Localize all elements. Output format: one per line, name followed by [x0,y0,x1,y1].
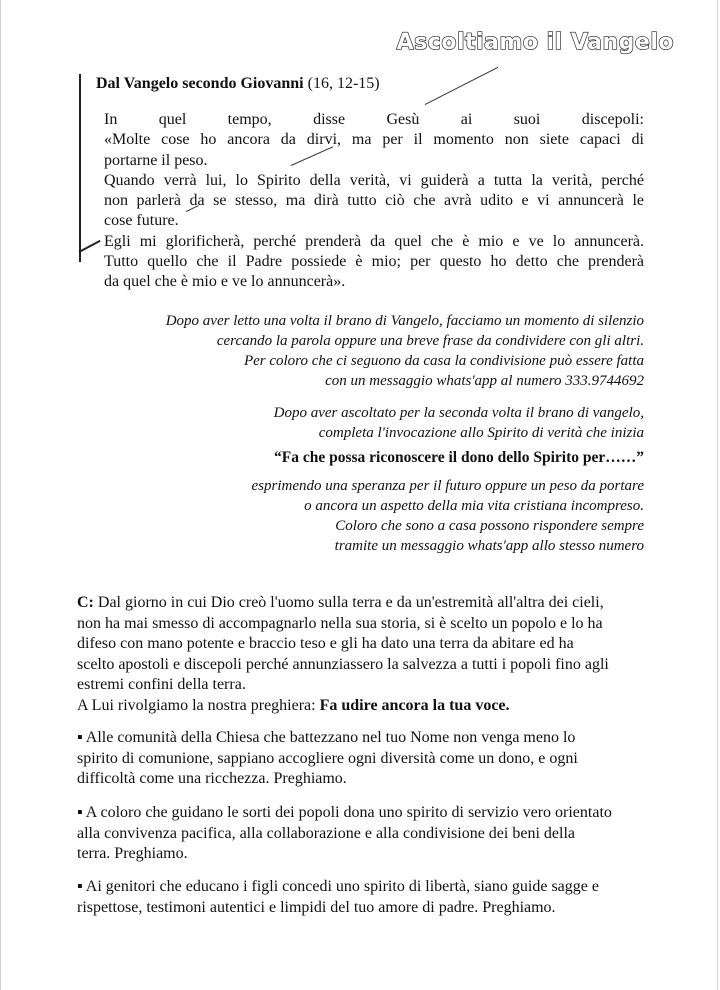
intention-item [77,728,677,790]
page-edge [717,0,718,990]
prayer-line: estremi confini della terra. [77,676,246,693]
page-title: Ascoltiamo il Vangelo [396,30,674,55]
prayer-line: scelto apostoli e discepoli perché annunziassero la salvezza a tutti i popoli fino agli [77,655,609,673]
instruction-line: Per coloro che ci seguono da casa la condivisione può essere fatta [243,353,644,369]
instruction-block [252,476,644,556]
celebrant-label: C: [77,594,94,611]
instruction-line: Coloro che sono a casa possono rispondere sempre [335,518,644,534]
prayer-line: difeso con mano potente e braccio teso e gli ha dato una terra da abitare ed ha [77,635,574,652]
celebrant-introduction [77,593,677,716]
gospel-line: Tutto quello che il Padre possiede è mio; per questo ho detto che prenderà [104,253,644,271]
page-edge [0,0,1,990]
instruction-line: completa l'invocazione allo Spirito di verità che inizia [318,425,644,441]
prayer-line [77,593,677,614]
instruction-line: Dopo aver letto una volta il brano di Vangelo, facciamo un momento di silenzio [165,313,644,329]
gospel-line: non parlerà da se stesso, ma dirà tutto ciò che avrà udito e vi annuncerà le [104,192,644,210]
gospel-line: Quando verrà lui, lo Spirito della verità, vi guiderà a tutta la verità, perché [104,171,644,189]
response-refrain: Fa udire ancora la tua voce. [319,696,510,714]
gospel-line: «Molte cose ho ancora da dirvi, ma per il momento non siete capaci di [104,131,644,149]
gospel-line: portarne il peso. [104,151,208,169]
instruction-block [274,403,644,443]
intention-line: rispettose, testimoni autentici e limpidi del tuo amore di padre. Preghiamo. [77,898,556,916]
gospel-line: In quel tempo, disse Gesù ai suoi discepoli: [104,111,644,128]
gospel-reference [96,75,380,93]
response-intro: A Lui rivolgiamo la nostra preghiera: [77,696,320,714]
instruction-line: esprimendo una speranza per il futuro oppure un peso da portare [251,478,644,494]
intention-line: alla convivenza pacifica, alla collaborazione e alla condivisione dei beni della [77,824,575,842]
intention-item [77,877,677,918]
gospel-reference-verses: (16, 12-15) [303,75,380,92]
gospel-passage [104,110,644,293]
instruction-line: o ancora un aspetto della mia vita cristiana incompreso. [304,498,644,514]
intention-line: ▪ Ai genitori che educano i figli concedi uno spirito di libertà, siano guide sagge e [77,878,599,895]
prayer-line: non ha mai smesso di accompagnarlo nella sua storia, si è scelto un popolo e lo ha [77,614,603,632]
intention-line: difficoltà come una ricchezza. Preghiamo. [77,770,347,787]
intention-line: ▪ A coloro che guidano le sorti dei popoli dona uno spirito di servizio vero orientato [77,804,612,821]
pen-mark [425,67,499,105]
margin-bracket-line [79,74,81,262]
instruction-line: tramite un messaggio whats'app allo stesso numero [334,538,644,554]
prayer-text: Dal giorno in cui Dio creò l'uomo sulla terra e da un'estremità all'altra dei cieli, [93,594,604,611]
intention-line: ▪ Alle comunità della Chiesa che battezzano nel tuo Nome non venga meno lo [77,729,576,746]
intention-line: terra. Preghiamo. [77,845,188,862]
intention-item [77,803,677,865]
invocation-prompt: “Fa che possa riconoscere il dono dello Spirito per……” [274,449,644,466]
intention-line: spirito di comunione, sappiano accogliere ogni diversità come un dono, e ogni [77,749,578,767]
response-line [77,696,677,717]
margin-bracket-foot [79,240,101,253]
instruction-line: Dopo aver ascoltato per la seconda volta il brano di vangelo, [273,405,644,421]
instruction-line: con un messaggio whats'app al numero 333.9744692 [325,373,644,389]
gospel-line: da quel che è mio e ve lo annuncerà». [104,273,346,291]
gospel-reference-title: Dal Vangelo secondo Giovanni [96,75,304,92]
gospel-line: cose future. [104,212,179,230]
instruction-block [166,311,644,391]
gospel-line: Egli mi glorificherà, perché prenderà da quel che è mio e ve lo annuncerà. [104,232,644,250]
instruction-line: cercando la parola oppure una breve frase da condividere con gli altri. [216,333,644,349]
